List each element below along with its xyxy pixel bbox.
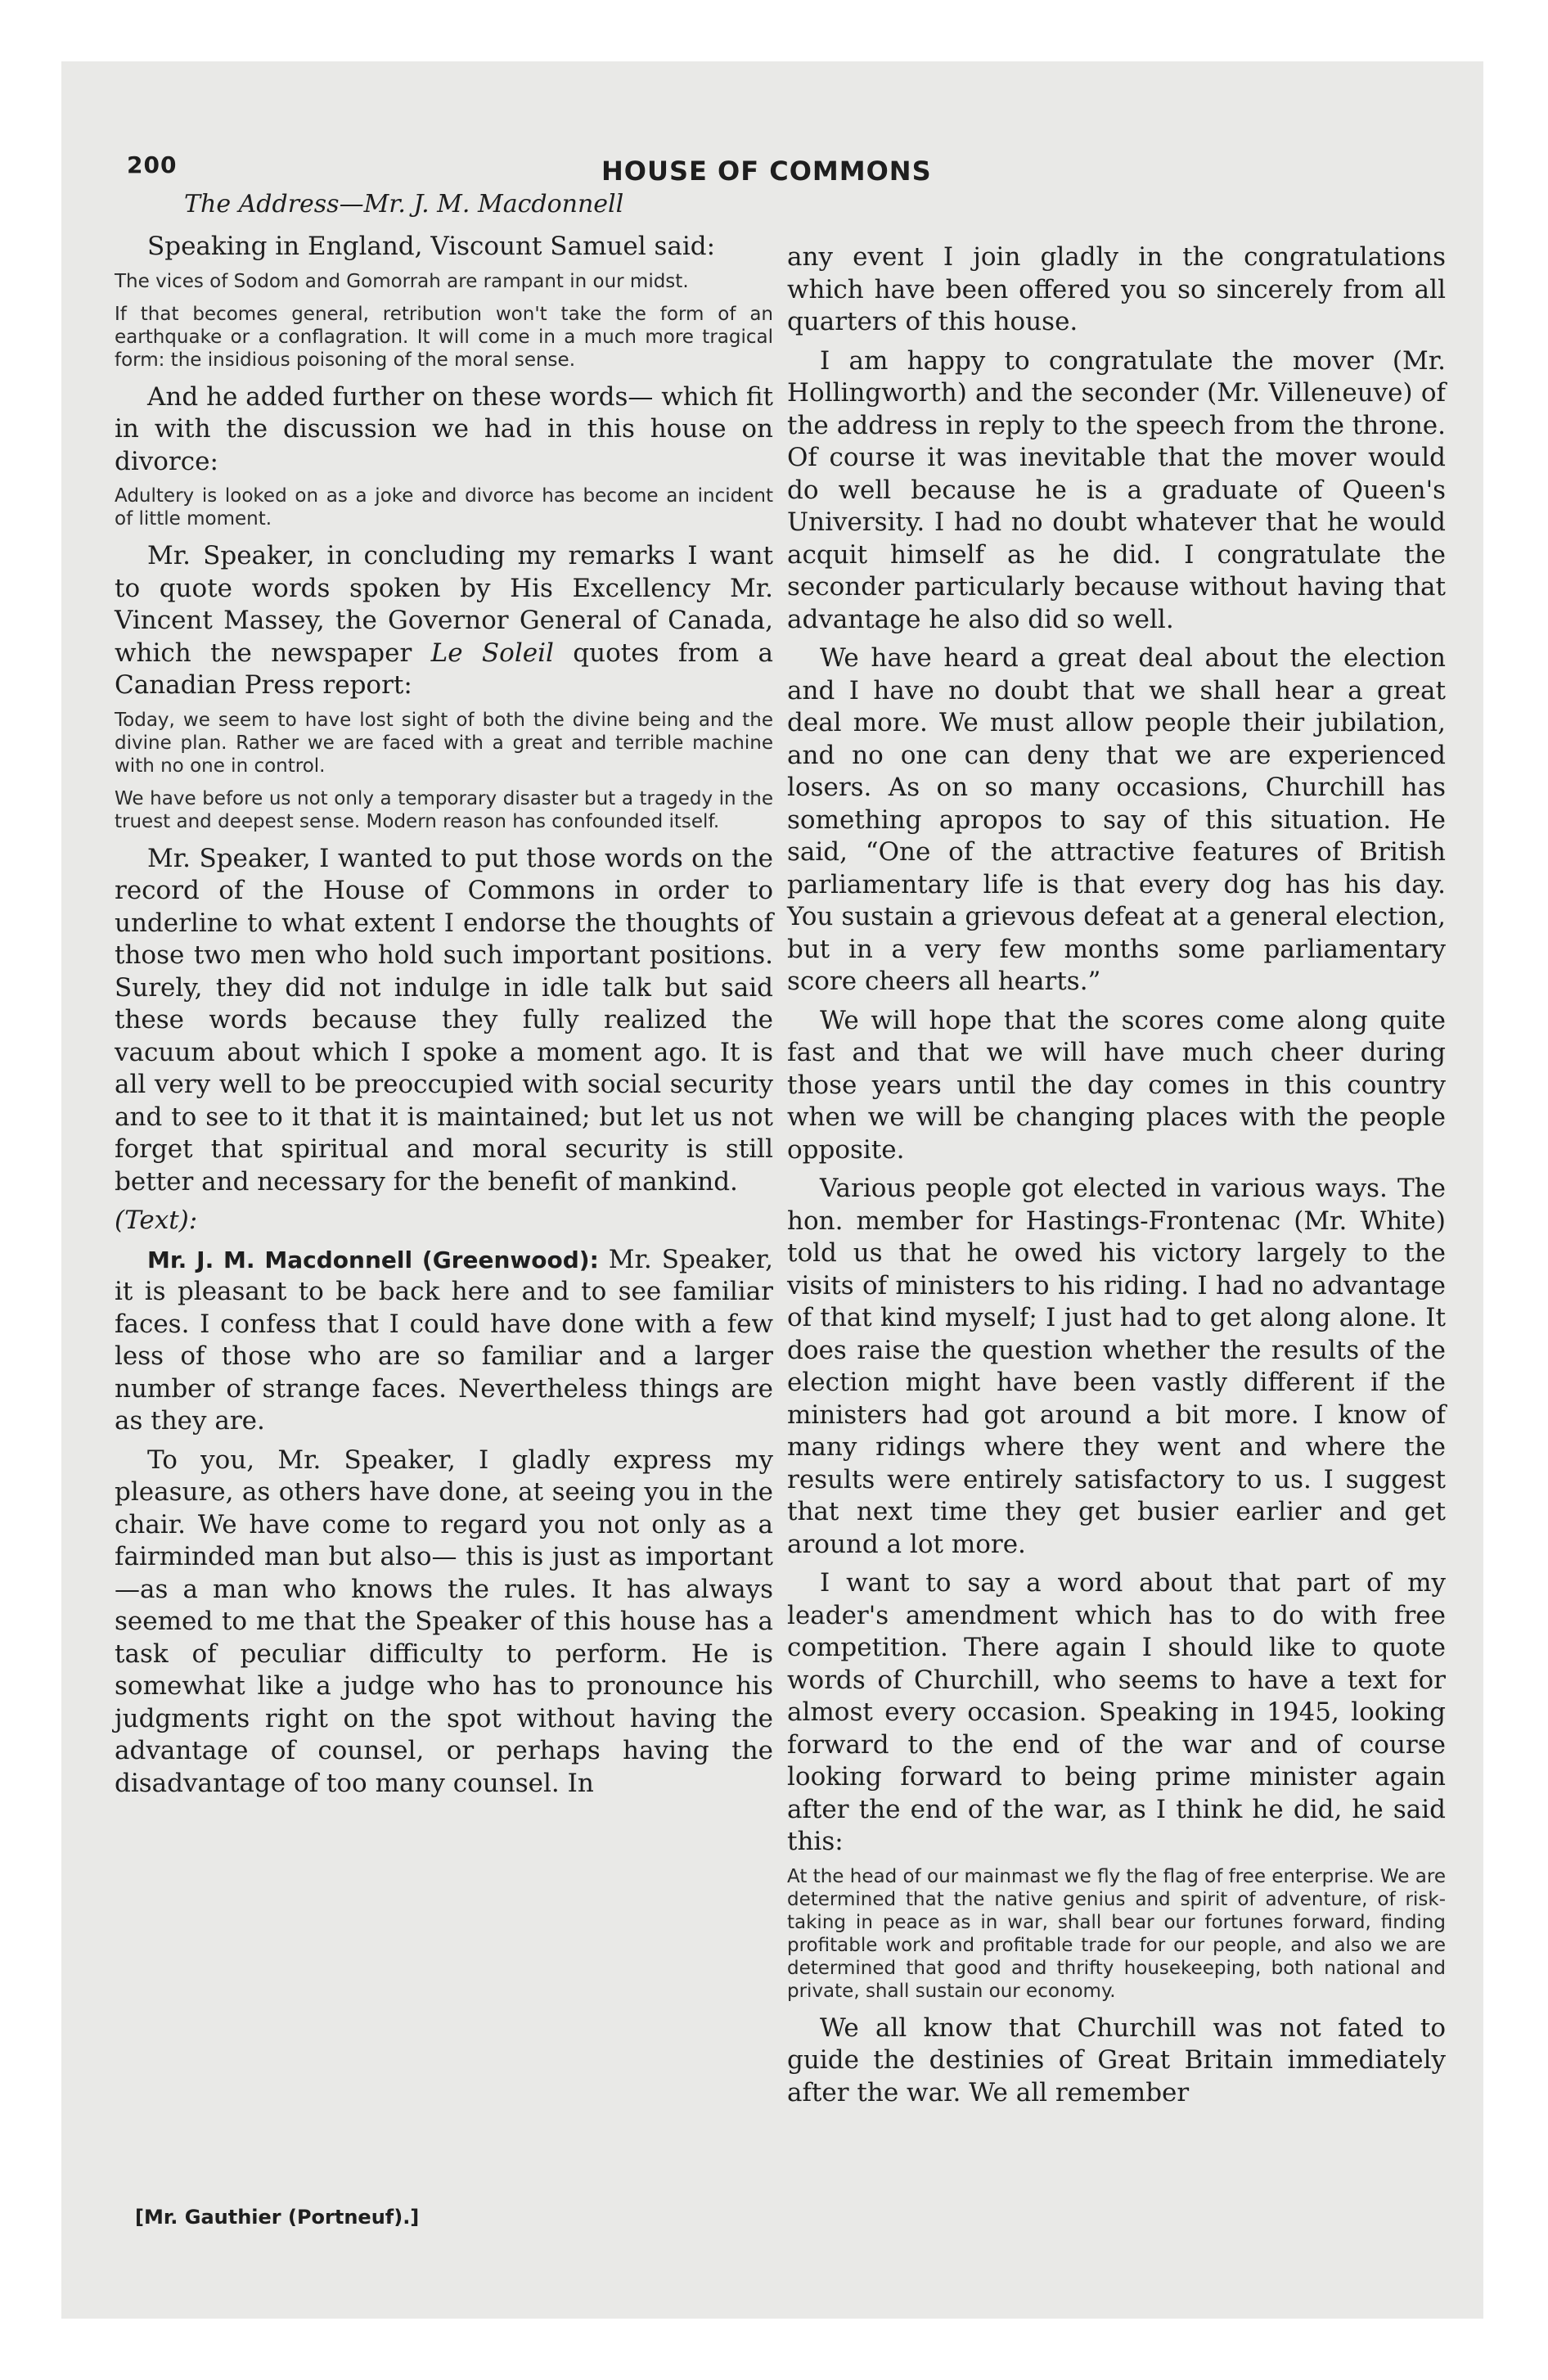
- left-column: [115, 231, 773, 1806]
- speaker-name: Mr. J. M. Macdonnell (Greenwood):: [147, 1246, 599, 1273]
- paragraph-text: quotes from a Canadian Press report:: [115, 638, 774, 700]
- paragraph: [115, 1244, 773, 1438]
- text-label: (Text):: [115, 1206, 198, 1235]
- paragraph: Speaking in England, Viscount Samuel said:: [147, 232, 716, 261]
- right-column: [787, 241, 1446, 2116]
- paragraph: And he added further on these words— which fit in with the discussion we had in this house on divorce:: [115, 381, 773, 476]
- running-head: The Address—Mr. J. M. Macdonnell: [184, 190, 624, 219]
- footer-attribution: [Mr. Gauthier (Portneuf).]: [135, 2206, 420, 2229]
- paragraph: We have heard a great deal about the election and I have no doubt that we shall hear a great deal more. We must allow people their jubilation, and no one can deny that we are experienced losers. As on so many occasions, Churchill has something apropos to say of this situation. He said, “One of the attractive features of British parliamentary life is that every dog has his day. You sustain a grievous defeat at a general election, but in a very few months some parliamentary score cheers all hearts.”: [787, 643, 1446, 996]
- paragraph: Mr. Speaker, I wanted to put those words on the record of the House of Commons in order to underline to what extent I endorse the thoughts of those two men who hold such important positions. Surely, they did not indulge in idle talk but said these words because they fully realized the vacuum about which I spoke a moment ago. It is all very well to be preoccupied with social security and to see to it that it is maintained; but let us not forget that spiritual and moral security is still better and necessary for the benefit of mankind.: [115, 843, 773, 1197]
- paragraph: We all know that Churchill was not fated to guide the destinies of Great Britain immediately after the war. We all remember: [787, 2013, 1446, 2107]
- paragraph-text: Mr. Speaker, in concluding my remarks I want to quote words spoken by His Excellency Mr. Vincent Massey, the Governor General of Canada, which the newspaper: [115, 541, 773, 668]
- newspaper-name: Le Soleil: [430, 638, 554, 668]
- paragraph: Various people got elected in various ways. The hon. member for Hastings-Frontenac (Mr. White) told us that he owed his victory largely to the visits of ministers to his riding. I had no advantage of that kind myself; I just had to get along alone. It does raise the question whether the results of the election might have been vastly different if the ministers had got around a bit more. I know of many ridings where they went and where the results were entirely satisfactory to us. I suggest that next time they get busier earlier and get around a lot more.: [787, 1174, 1446, 1559]
- page-number: 200: [127, 151, 178, 178]
- page-heading: HOUSE OF COMMONS: [601, 156, 932, 187]
- paragraph: I want to say a word about that part of my leader's amendment which has to do with free competition. There again I should like to quote words of Churchill, who seems to have a text for almost every occasion. Speaking in 1945, looking forward to the end of the war and of course looking forward to being prime minister again after the end of the war, as I think he did, he said this:: [787, 1568, 1446, 1856]
- block-quote: We have before us not only a temporary disaster but a tragedy in the truest and deepest sense. Modern reason has confounded itself.: [115, 787, 773, 832]
- block-quote: If that becomes general, retribution won't take the form of an earthquake or a conflagration. It will come in a much more tragical form: the insidious poisoning of the moral sense.: [115, 303, 773, 371]
- block-quote: The vices of Sodom and Gomorrah are rampant in our midst.: [115, 270, 689, 292]
- paragraph-text: Mr. Speaker, it is pleasant to be back here and to see familiar faces. I confess that I could have done with a few less of those who are so familiar and a larger number of strange faces. Nevertheless things are as they are.: [115, 1244, 774, 1436]
- paragraph: I am happy to congratulate the mover (Mr. Hollingworth) and the seconder (Mr. Villeneuve) of the address in reply to the speech from the throne. Of course it was inevitable that the mover would do well because he is a graduate of Queen's University. I had no doubt whatever that he would acquit himself as he did. I congratulate the seconder particularly because without having that advantage he also did so well.: [787, 345, 1446, 634]
- block-quote: At the head of our mainmast we fly the flag of free enterprise. We are determined that the native genius and spirit of adventure, of risk-taking in peace as in war, shall bear our fortunes forward, finding profitable work and profitable trade for our people, and also we are determined that good and thrifty housekeeping, both national and private, shall sustain our economy.: [787, 1865, 1446, 2002]
- paragraph: any event I join gladly in the congratulations which have been offered you so sincerely from all quarters of this house.: [787, 242, 1446, 336]
- block-quote: Today, we seem to have lost sight of both the divine being and the divine plan. Rather we are faced with a great and terrible machine with no one in control.: [115, 709, 773, 777]
- paragraph: We will hope that the scores come along quite fast and that we will have much cheer during those years until the day comes in this country when we will be changing places with the people opposite.: [787, 1005, 1446, 1165]
- paragraph: To you, Mr. Speaker, I gladly express my pleasure, as others have done, at seeing you in the chair. We have come to regard you not only as a fairminded man but also— this is just as important—as a man who knows the rules. It has always seemed to me that the Speaker of this house has a task of peculiar difficulty to perform. He is somewhat like a judge who has to pronounce his judgments right on the spot without having the advantage of counsel, or perhaps having the disadvantage of too many counsel. In: [115, 1445, 773, 1798]
- paragraph: [115, 540, 773, 702]
- block-quote: Adultery is looked on as a joke and divorce has become an incident of little moment.: [115, 485, 773, 530]
